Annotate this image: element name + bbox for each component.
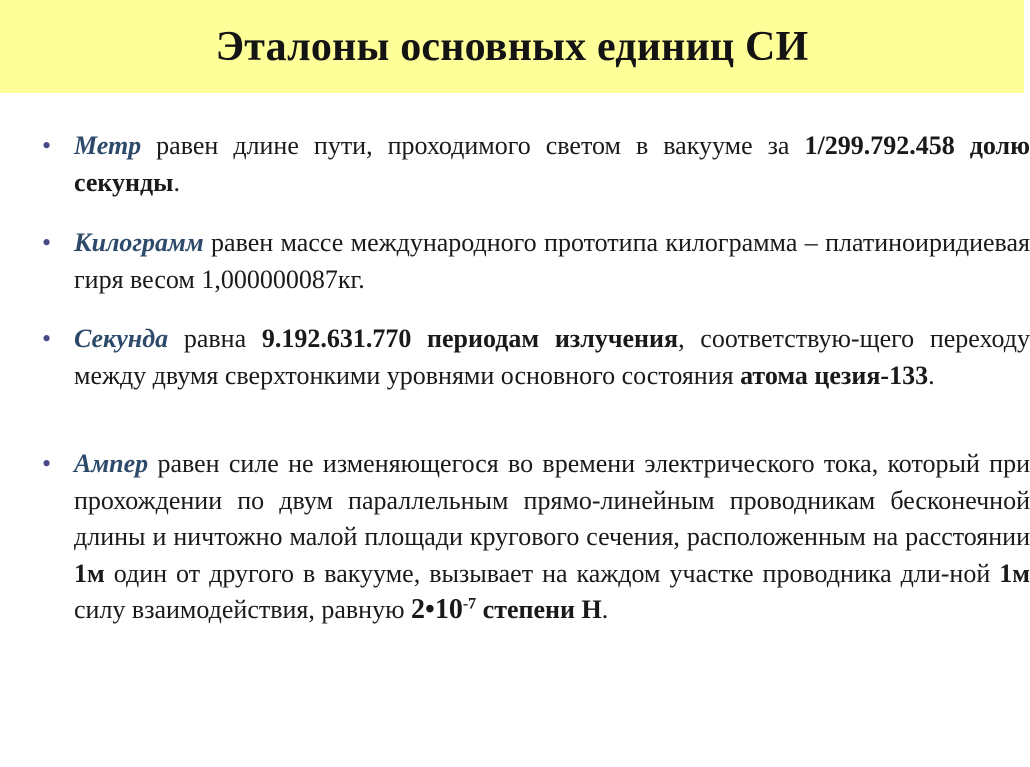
bullet-item-ampere [40, 446, 1030, 629]
text: , соответствую-щего переходу между двумя сверхтонкими уровнями основного состояния [74, 324, 1030, 390]
bold-text: 2•10 [411, 594, 463, 625]
bullet-marker: • [42, 449, 52, 478]
text: равен силе не изменяющегося во времени электрического тока, который при прохождении по двум параллельным прямо-линейным проводникам бесконечной длины и ничтожно малой площади кругового сечения, расположенным на расстоянии [74, 449, 1030, 551]
text: равен длине пути, проходимого светом в вакууме за [141, 131, 805, 160]
bullet-item-kilogram [40, 225, 1030, 298]
term-metre: Метр [74, 131, 142, 160]
term-ampere: Ампер [74, 449, 149, 478]
text: . [601, 595, 609, 624]
term-second: Секунда [74, 324, 169, 353]
bold-text: степени Н [476, 595, 602, 624]
page-title: Эталоны основных единиц СИ [215, 23, 809, 70]
term-kilogram: Килограмм [74, 228, 204, 257]
bullet-marker: • [42, 228, 52, 257]
text: один от другого в вакууме, вызывает на каждом участке проводника дли-ной [104, 558, 1000, 588]
bold-text: 1м [74, 558, 105, 588]
text: равна [168, 324, 262, 353]
bold-text: атома цезия-133 [740, 360, 929, 390]
text: . [173, 167, 180, 197]
bold-text: 1м [999, 558, 1030, 588]
title-bar [0, 0, 1024, 93]
bullet-item-second [40, 321, 1030, 394]
bold-text: 9.192.631.770 периодам излучения [261, 324, 679, 353]
text: силу взаимодействия, равную [74, 595, 412, 624]
bullet-item-metre [40, 128, 1030, 201]
bullet-marker: • [42, 131, 52, 160]
text: равен массе международного прототипа килограмма – платиноиридиевая гиря весом 1,000000087кг. [74, 228, 1030, 294]
superscript: -7 [462, 595, 477, 613]
bold-text: 1/299.792.458 долю секунды [74, 131, 1030, 197]
text: . [928, 360, 935, 390]
bullet-marker: • [42, 324, 52, 353]
